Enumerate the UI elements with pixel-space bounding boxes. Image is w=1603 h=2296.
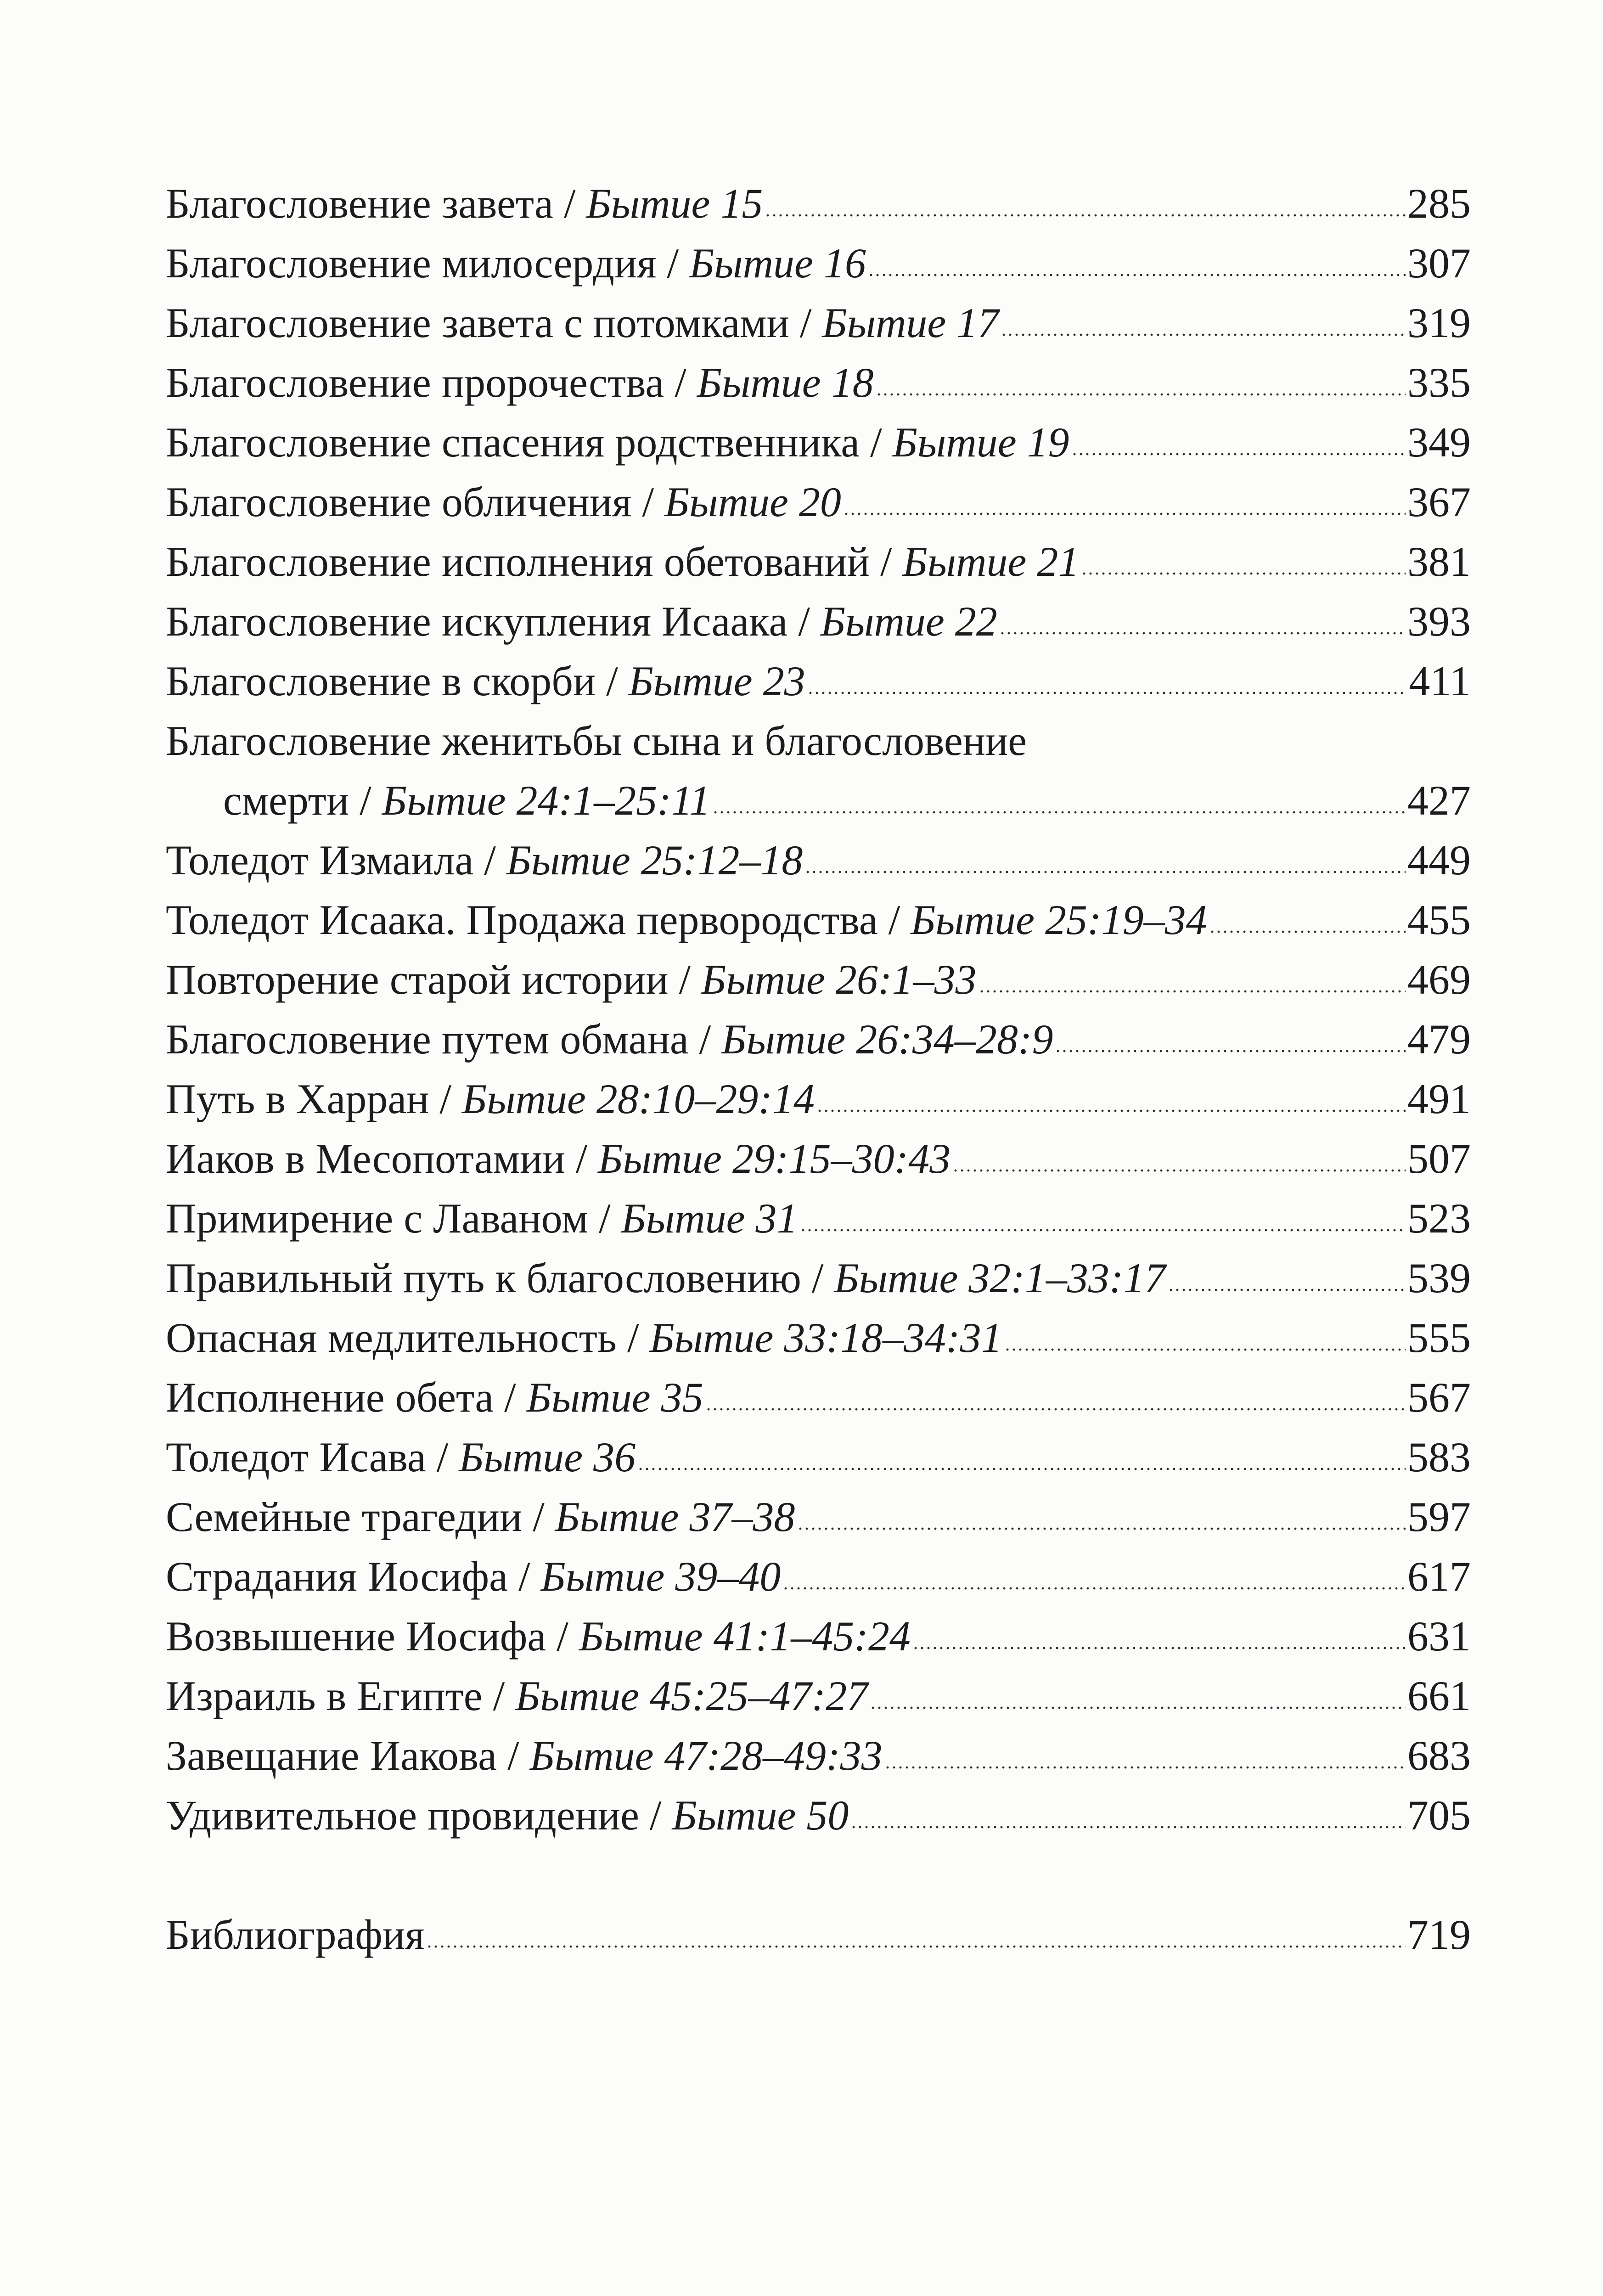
entry-title: Благословение милосердия — [166, 240, 657, 287]
dot-leader — [912, 1646, 1406, 1650]
entry-title: Благословение завета — [166, 180, 553, 227]
scripture-reference: Бытие 15 — [586, 180, 763, 227]
toc-entry — [166, 1248, 1471, 1308]
separator: / — [877, 896, 911, 943]
toc-entry — [166, 1427, 1471, 1487]
page-number: 335 — [1407, 359, 1471, 406]
scripture-reference: Бытие 26:1–33 — [701, 956, 977, 1003]
dot-leader — [804, 870, 1406, 874]
entry-title: Благословение пророчества — [166, 359, 664, 406]
scripture-reference: Бытие 47:28–49:33 — [529, 1732, 883, 1779]
scripture-reference: Бытие 20 — [664, 478, 841, 525]
page-number: 411 — [1409, 658, 1471, 704]
scripture-reference: Бытие 50 — [672, 1792, 849, 1839]
dot-leader — [876, 392, 1406, 397]
separator: / — [507, 1553, 541, 1600]
toc-entry — [166, 1188, 1471, 1248]
entry-title: Правильный путь к благословению — [166, 1255, 801, 1301]
toc-entry — [166, 711, 1471, 771]
dot-leader — [1004, 1347, 1406, 1352]
page-number: 597 — [1407, 1493, 1471, 1540]
dot-leader — [1209, 929, 1406, 934]
scripture-reference: Бытие 16 — [689, 240, 866, 287]
entry-title: Благословение в скорби — [166, 658, 596, 704]
dot-leader — [1071, 452, 1406, 456]
toc-entry — [166, 651, 1471, 711]
page-number: 285 — [1407, 180, 1471, 227]
dot-leader — [870, 1705, 1406, 1710]
entry-title: Примирение с Лаваном — [166, 1195, 589, 1242]
page-number: 449 — [1407, 837, 1471, 884]
scripture-reference: Бытие 26:34–28:9 — [721, 1016, 1053, 1063]
entry-title: Толедот Исава — [166, 1434, 426, 1480]
page-number: 631 — [1407, 1613, 1471, 1660]
table-of-contents — [166, 174, 1471, 1964]
dot-leader — [843, 512, 1406, 516]
dot-leader — [1081, 571, 1406, 576]
page-number: 683 — [1407, 1732, 1471, 1779]
page-number: 583 — [1407, 1434, 1471, 1480]
scripture-reference: Бытие 22 — [820, 598, 997, 645]
toc-entry-bibliography — [166, 1905, 1471, 1964]
dot-leader — [800, 1228, 1406, 1232]
separator: / — [631, 478, 664, 525]
separator: / — [801, 1255, 834, 1301]
toc-entry — [166, 1487, 1471, 1547]
separator: / — [546, 1613, 579, 1660]
page-number: 491 — [1407, 1075, 1471, 1122]
entry-title: Благословение путем обмана — [166, 1016, 689, 1063]
page-number: 705 — [1407, 1792, 1471, 1839]
separator: / — [429, 1075, 462, 1122]
page-number: 319 — [1407, 299, 1471, 346]
scripture-reference: Бытие 32:1–33:17 — [834, 1255, 1166, 1301]
scripture-reference: Бытие 21 — [902, 538, 1080, 585]
dot-leader — [868, 273, 1406, 277]
separator: / — [596, 658, 629, 704]
toc-entry — [166, 1069, 1471, 1129]
scripture-reference: Бытие 31 — [621, 1195, 798, 1242]
dot-leader — [979, 989, 1406, 994]
dot-leader — [782, 1586, 1406, 1591]
dot-leader — [426, 1944, 1406, 1949]
separator: / — [869, 538, 903, 585]
scripture-reference: Бытие 35 — [526, 1374, 703, 1421]
dot-leader — [712, 810, 1406, 815]
entry-title: Страдания Иосифа — [166, 1553, 508, 1600]
dot-leader — [705, 1407, 1406, 1412]
toc-entry — [166, 532, 1471, 591]
scripture-reference: Бытие 19 — [892, 419, 1069, 466]
scripture-reference: Бытие 39–40 — [540, 1553, 781, 1600]
separator: / — [668, 956, 702, 1003]
separator: / — [522, 1493, 555, 1540]
scripture-reference: Бытие 36 — [459, 1434, 636, 1480]
toc-entry — [166, 1009, 1471, 1069]
toc-entry-continuation — [166, 771, 1471, 830]
separator: / — [664, 359, 697, 406]
separator: / — [789, 299, 822, 346]
dot-leader — [850, 1825, 1406, 1829]
dot-leader — [952, 1168, 1406, 1173]
separator: / — [616, 1314, 650, 1361]
entry-title: Благословение спасения родственника — [166, 419, 860, 466]
dot-leader — [1001, 332, 1406, 337]
separator: / — [473, 837, 506, 884]
page-number: 381 — [1407, 538, 1471, 585]
page-number: 507 — [1407, 1135, 1471, 1182]
entry-title: Благословение женитьбы сына и благословение — [166, 717, 1027, 764]
toc-entry — [166, 591, 1471, 651]
separator: / — [860, 419, 893, 466]
separator: / — [426, 1434, 459, 1480]
toc-entry — [166, 1308, 1471, 1367]
entry-title: Благословение обличения — [166, 478, 632, 525]
scripture-reference: Бытие 18 — [697, 359, 874, 406]
page-number: 539 — [1407, 1255, 1471, 1301]
page-number: 661 — [1407, 1672, 1471, 1719]
separator: / — [349, 777, 382, 824]
toc-entry — [166, 950, 1471, 1009]
separator: / — [565, 1135, 598, 1182]
scripture-reference: Бытие 41:1–45:24 — [579, 1613, 911, 1660]
entry-title: Благословение завета с потомками — [166, 299, 789, 346]
entry-title: Повторение старой истории — [166, 956, 669, 1003]
separator: / — [482, 1672, 516, 1719]
page-number: 617 — [1407, 1553, 1471, 1600]
entry-title: Возвышение Иосифа — [166, 1613, 546, 1660]
scripture-reference: Бытие 28:10–29:14 — [461, 1075, 815, 1122]
scripture-reference: Бытие 24:1–25:11 — [382, 777, 710, 824]
scripture-reference: Бытие 25:19–34 — [911, 896, 1207, 943]
dot-leader — [999, 631, 1406, 636]
separator: / — [588, 1195, 621, 1242]
page-number: 427 — [1407, 777, 1471, 824]
dot-leader — [884, 1765, 1406, 1770]
scripture-reference: Бытие 33:18–34:31 — [649, 1314, 1002, 1361]
toc-entry — [166, 233, 1471, 293]
page-number: 349 — [1407, 419, 1471, 466]
toc-entry — [166, 890, 1471, 950]
separator: / — [639, 1792, 672, 1839]
toc-entry — [166, 1726, 1471, 1785]
scripture-reference: Бытие 25:12–18 — [506, 837, 803, 884]
separator: / — [656, 240, 690, 287]
page-number: 455 — [1407, 896, 1471, 943]
dot-leader — [816, 1109, 1406, 1113]
dot-leader — [1168, 1288, 1406, 1292]
toc-entry — [166, 1606, 1471, 1666]
page-number: 523 — [1407, 1195, 1471, 1242]
toc-entry — [166, 1367, 1471, 1427]
toc-entry — [166, 1666, 1471, 1726]
dot-leader — [1055, 1049, 1406, 1053]
entry-title: Благословение исполнения обетований — [166, 538, 870, 585]
scripture-reference: Бытие 45:25–47:27 — [515, 1672, 868, 1719]
page-number: 719 — [1407, 1911, 1471, 1958]
page-number: 555 — [1407, 1314, 1471, 1361]
page-number: 479 — [1407, 1016, 1471, 1063]
separator: / — [494, 1374, 527, 1421]
page-number: 469 — [1407, 956, 1471, 1003]
entry-title: Семейные трагедии — [166, 1493, 523, 1540]
separator: / — [497, 1732, 530, 1779]
page-number: 393 — [1407, 598, 1471, 645]
entry-title-continuation: смерти — [223, 777, 349, 824]
page-number: 367 — [1407, 478, 1471, 525]
scripture-reference: Бытие 37–38 — [555, 1493, 795, 1540]
entry-title: Опасная медлительность — [166, 1314, 617, 1361]
scripture-reference: Бытие 17 — [822, 299, 999, 346]
dot-leader — [807, 691, 1407, 695]
entry-title: Библиография — [166, 1911, 425, 1958]
separator: / — [553, 180, 586, 227]
toc-entry — [166, 1129, 1471, 1188]
entry-title: Иаков в Месопотамии — [166, 1135, 565, 1182]
entry-title: Удивительное провидение — [166, 1792, 639, 1839]
toc-entry — [166, 353, 1471, 412]
page-number: 567 — [1407, 1374, 1471, 1421]
dot-leader — [637, 1467, 1406, 1471]
toc-entry — [166, 1785, 1471, 1845]
toc-entry — [166, 472, 1471, 532]
dot-leader — [797, 1526, 1406, 1531]
toc-entry — [166, 174, 1471, 233]
toc-entry — [166, 1547, 1471, 1606]
toc-entry — [166, 830, 1471, 890]
entry-title: Толедот Исаака. Продажа первородства — [166, 896, 878, 943]
entry-title: Завещание Иакова — [166, 1732, 497, 1779]
entry-title: Путь в Харран — [166, 1075, 429, 1122]
scripture-reference: Бытие 29:15–30:43 — [598, 1135, 951, 1182]
page-number: 307 — [1407, 240, 1471, 287]
dot-leader — [765, 213, 1406, 218]
toc-entry — [166, 293, 1471, 353]
entry-title: Исполнение обета — [166, 1374, 494, 1421]
separator: / — [688, 1016, 722, 1063]
scripture-reference: Бытие 23 — [628, 658, 805, 704]
entry-title: Толедот Измаила — [166, 837, 474, 884]
toc-entry — [166, 412, 1471, 472]
entry-title: Благословение искупления Исаака — [166, 598, 788, 645]
separator: / — [787, 598, 821, 645]
entry-title: Израиль в Египте — [166, 1672, 483, 1719]
